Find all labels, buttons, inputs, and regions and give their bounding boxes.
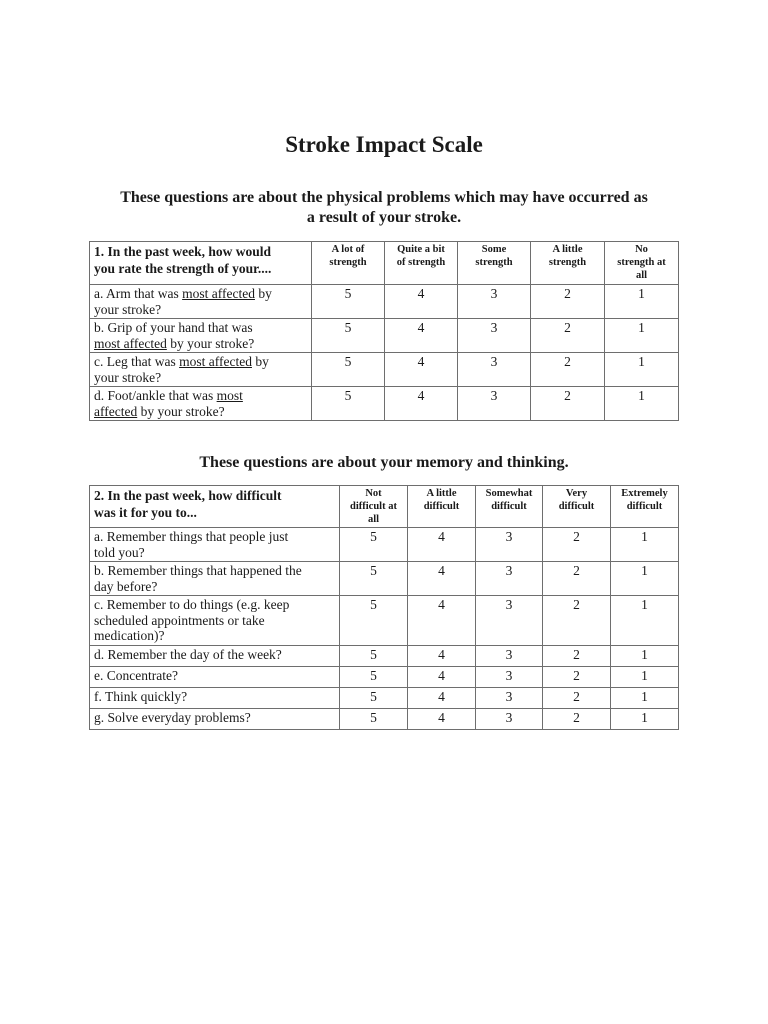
option-somewhat-difficult — [476, 486, 543, 528]
option-a-lot-of-strength — [312, 242, 385, 285]
rating-cell[interactable]: 5 — [312, 353, 385, 387]
rating-cell[interactable]: 5 — [340, 687, 408, 708]
item-text-underlined: most affected — [94, 335, 167, 351]
strength-table-header — [90, 242, 679, 285]
rating-cell[interactable]: 4 — [408, 666, 476, 687]
item-text-grip — [90, 319, 312, 353]
rating-cell[interactable]: 4 — [408, 562, 476, 596]
option-very-difficult — [543, 486, 611, 528]
rating-cell[interactable]: 3 — [476, 645, 543, 666]
section1-intro-line1: These questions are about the physical problems which may have occurred as — [120, 189, 648, 206]
item-text-part: by — [251, 354, 269, 369]
rating-cell[interactable]: 1 — [605, 387, 679, 421]
rating-cell[interactable]: 3 — [476, 666, 543, 687]
option-line: difficult — [423, 501, 460, 512]
rating-cell[interactable]: 1 — [611, 596, 679, 646]
rating-cell[interactable]: 3 — [476, 596, 543, 646]
item-line — [94, 302, 308, 318]
item-text-remember-to-do — [90, 596, 340, 646]
option-line: Not — [365, 488, 382, 499]
rating-cell[interactable]: 4 — [385, 319, 458, 353]
option-line: strength — [548, 257, 587, 268]
rating-cell[interactable]: 2 — [543, 687, 611, 708]
rating-cell[interactable]: 3 — [458, 285, 531, 319]
item-line: medication)? — [94, 628, 165, 643]
table-row — [90, 596, 679, 646]
item-text-remember-day-before — [90, 562, 340, 596]
rating-cell[interactable]: 2 — [543, 562, 611, 596]
option-not-difficult-at-all — [340, 486, 408, 528]
strength-table — [89, 241, 679, 421]
option-some-strength — [458, 242, 531, 285]
item-text-part: by your stroke? — [137, 403, 225, 419]
rating-cell[interactable]: 3 — [476, 562, 543, 596]
option-line: A little — [426, 488, 457, 499]
rating-cell[interactable]: 3 — [476, 528, 543, 562]
rating-cell[interactable]: 5 — [340, 666, 408, 687]
option-line: of strength — [396, 257, 446, 268]
rating-cell[interactable]: 5 — [340, 528, 408, 562]
item-line: told you? — [94, 544, 145, 560]
question-2-heading — [90, 486, 340, 528]
option-line: Somewhat — [485, 488, 533, 499]
item-text-day-of-week: d. Remember the day of the week? — [90, 645, 340, 666]
item-text-part: c. Leg that was — [94, 354, 180, 369]
item-text-underlined: most affected — [182, 286, 255, 301]
section1-intro — [80, 188, 688, 228]
item-text-underlined: most affected — [179, 354, 252, 369]
item-line — [94, 320, 308, 336]
item-text-part: d. Foot/ankle that was — [94, 388, 217, 403]
item-text-part: by your stroke? — [166, 335, 255, 351]
item-line — [94, 336, 308, 352]
rating-cell[interactable]: 2 — [543, 645, 611, 666]
rating-cell[interactable]: 5 — [340, 562, 408, 596]
option-line: difficult — [626, 501, 663, 512]
option-no-strength-at-all — [605, 242, 679, 285]
rating-cell[interactable]: 1 — [611, 645, 679, 666]
item-text-underlined: affected — [94, 403, 138, 419]
item-line: b. Remember things that happened the — [94, 563, 302, 578]
item-line — [94, 354, 308, 370]
item-line — [94, 370, 308, 386]
option-line: difficult — [491, 501, 527, 512]
item-text-part: b. Grip of your hand that was — [94, 320, 253, 335]
rating-cell[interactable]: 1 — [605, 353, 679, 387]
item-text-part: your stroke? — [94, 369, 162, 385]
option-line: A little — [552, 244, 583, 255]
option-a-little-difficult — [408, 486, 476, 528]
option-extremely-difficult — [611, 486, 679, 528]
rating-cell[interactable]: 4 — [408, 687, 476, 708]
option-line: Quite a bit — [397, 244, 445, 255]
rating-cell[interactable]: 2 — [543, 666, 611, 687]
table-row — [90, 645, 679, 666]
item-line — [94, 388, 308, 404]
rating-cell[interactable]: 4 — [408, 528, 476, 562]
rating-cell[interactable]: 1 — [611, 708, 679, 729]
rating-cell[interactable]: 2 — [531, 319, 605, 353]
section2-intro: These questions are about your memory and thinking. — [199, 454, 569, 471]
item-text-concentrate: e. Concentrate? — [90, 666, 340, 687]
section1-intro-line2: a result of your stroke. — [306, 209, 462, 226]
question-1-heading — [90, 242, 312, 285]
option-line: difficult — [558, 501, 595, 512]
rating-cell[interactable]: 2 — [531, 353, 605, 387]
rating-cell[interactable]: 3 — [458, 387, 531, 421]
item-text-remember-told — [90, 528, 340, 562]
option-line: all — [635, 270, 648, 281]
question-1-line1: 1. In the past week, how would — [94, 244, 272, 259]
rating-cell[interactable]: 4 — [385, 353, 458, 387]
memory-table-header — [90, 486, 679, 528]
rating-cell[interactable]: 2 — [531, 285, 605, 319]
option-line: No — [635, 244, 648, 255]
rating-cell[interactable]: 4 — [408, 708, 476, 729]
option-line: strength — [475, 257, 513, 268]
option-quite-a-bit-of-strength — [385, 242, 458, 285]
rating-cell[interactable]: 2 — [543, 528, 611, 562]
option-a-little-strength — [531, 242, 605, 285]
table-row — [90, 319, 679, 353]
question-1-line2: you rate the strength of your.... — [94, 261, 272, 276]
question-2-line1: 2. In the past week, how difficult — [94, 488, 282, 503]
table-row — [90, 387, 679, 421]
option-line: A lot of — [331, 244, 365, 255]
rating-cell[interactable]: 1 — [611, 528, 679, 562]
rating-cell[interactable]: 4 — [408, 596, 476, 646]
item-line: day before? — [94, 578, 158, 594]
rating-cell[interactable]: 4 — [408, 645, 476, 666]
option-line: all — [367, 514, 380, 525]
item-text-part: by — [254, 286, 272, 301]
option-line: difficult at — [350, 501, 397, 512]
rating-cell[interactable]: 3 — [458, 353, 531, 387]
item-line: a. Remember things that people just — [94, 529, 289, 544]
table-row — [90, 666, 679, 687]
item-text-underlined: most — [216, 388, 243, 403]
table-row — [90, 353, 679, 387]
item-text-think-quickly: f. Think quickly? — [90, 687, 340, 708]
item-line: scheduled appointments or take — [94, 612, 265, 628]
item-line: c. Remember to do things (e.g. keep — [94, 597, 290, 612]
question-2-line2: was it for you to... — [94, 505, 197, 520]
rating-cell[interactable]: 2 — [531, 387, 605, 421]
option-line: Extremely — [621, 488, 668, 499]
option-line: strength at — [617, 257, 666, 268]
table-row — [90, 528, 679, 562]
table-row — [90, 687, 679, 708]
item-line — [94, 286, 308, 302]
rating-cell[interactable]: 5 — [340, 708, 408, 729]
rating-cell[interactable]: 1 — [611, 562, 679, 596]
rating-cell[interactable]: 5 — [340, 645, 408, 666]
rating-cell[interactable]: 3 — [476, 708, 543, 729]
item-text-arm — [90, 285, 312, 319]
page-title: Stroke Impact Scale — [285, 132, 483, 157]
item-text-foot-ankle — [90, 387, 312, 421]
rating-cell[interactable]: 2 — [543, 708, 611, 729]
rating-cell[interactable]: 2 — [543, 596, 611, 646]
table-row — [90, 708, 679, 729]
table-row — [90, 285, 679, 319]
rating-cell[interactable]: 4 — [385, 387, 458, 421]
rating-cell[interactable]: 1 — [605, 319, 679, 353]
item-text-part: your stroke? — [94, 301, 162, 317]
item-line — [94, 404, 308, 420]
item-text-part: a. Arm that was — [94, 286, 183, 301]
rating-cell[interactable]: 1 — [611, 687, 679, 708]
option-line: Some — [481, 244, 507, 255]
item-text-solve-problems: g. Solve everyday problems? — [90, 708, 340, 729]
rating-cell[interactable]: 4 — [385, 285, 458, 319]
rating-cell[interactable]: 3 — [476, 687, 543, 708]
rating-cell[interactable]: 1 — [611, 666, 679, 687]
table-row — [90, 562, 679, 596]
item-text-leg — [90, 353, 312, 387]
rating-cell[interactable]: 5 — [312, 285, 385, 319]
rating-cell[interactable]: 5 — [312, 387, 385, 421]
option-line: strength — [329, 257, 367, 268]
rating-cell[interactable]: 1 — [605, 285, 679, 319]
rating-cell[interactable]: 5 — [340, 596, 408, 646]
rating-cell[interactable]: 5 — [312, 319, 385, 353]
rating-cell[interactable]: 3 — [458, 319, 531, 353]
option-line: Very — [565, 488, 588, 499]
memory-thinking-table — [89, 485, 679, 730]
